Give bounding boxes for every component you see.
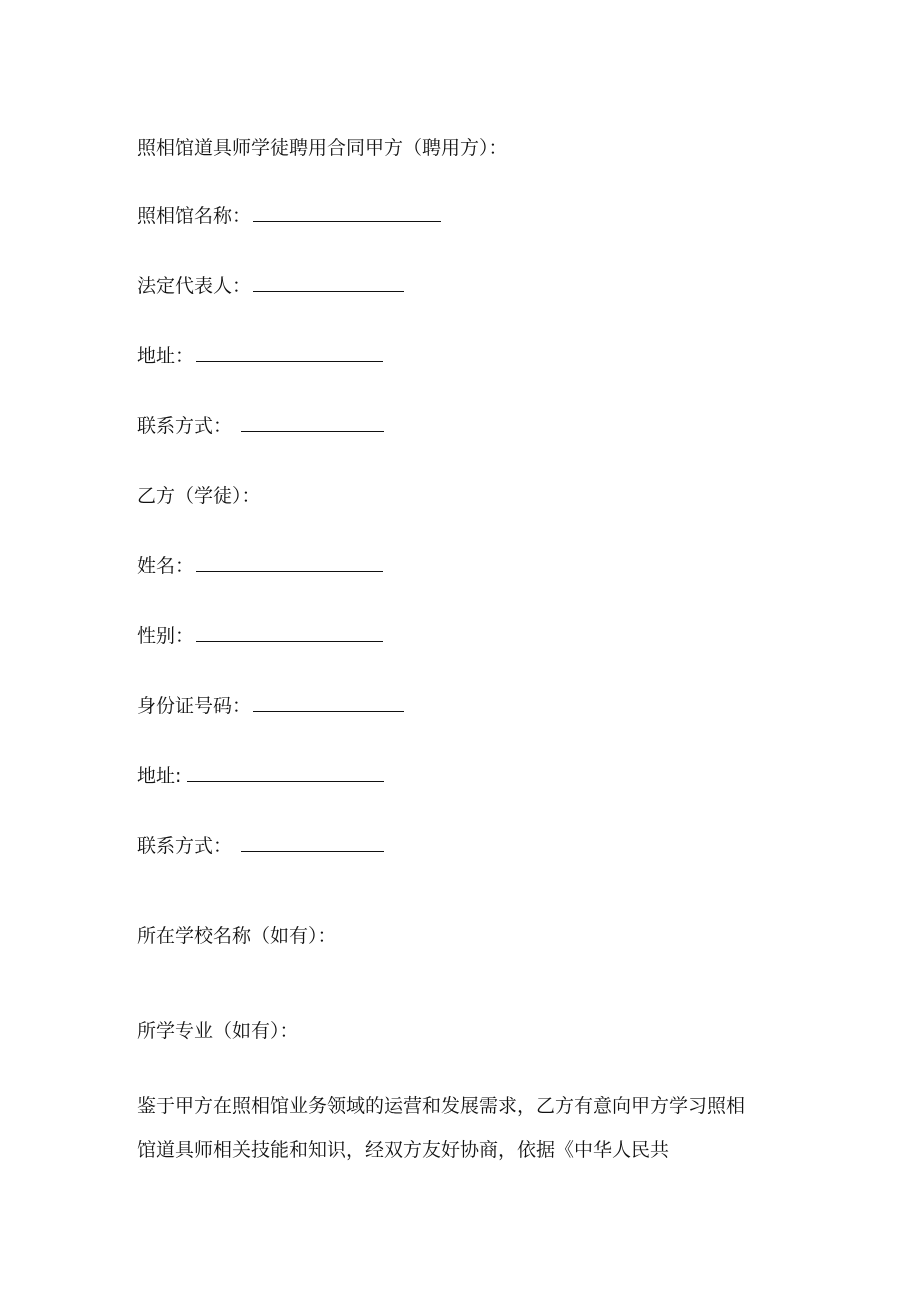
- party-b-gender-label: 性别：: [137, 625, 195, 647]
- school-label: 所在学校名称（如有）：: [137, 925, 337, 947]
- party-a-contact-label: 联系方式：: [137, 415, 233, 437]
- party-b-address-row: [137, 764, 384, 788]
- contract-title: [137, 136, 508, 160]
- party-b-name-label: 姓名：: [137, 555, 195, 577]
- major-row: [137, 1019, 299, 1043]
- party-a-contact-blank: [241, 414, 384, 432]
- party-b-address-blank: [187, 764, 384, 782]
- preamble-line-2: 馆道具师相关技能和知识，经双方友好协商，依据《中华人民共: [137, 1139, 670, 1161]
- preamble-paragraph: [137, 1084, 797, 1172]
- party-a-address-blank: [196, 344, 383, 362]
- party-b-name-row: [137, 554, 383, 578]
- legal-rep-row: [137, 274, 404, 298]
- party-b-heading-text: 乙方（学徒）：: [137, 485, 261, 507]
- party-b-heading: [137, 484, 261, 508]
- party-a-address-label: 地址：: [137, 345, 195, 367]
- studio-name-blank: [253, 204, 441, 222]
- preamble-line-1: 鉴于甲方在照相馆业务领域的运营和发展需求，乙方有意向甲方学习照相: [137, 1095, 746, 1117]
- party-b-address-label: 地址:: [137, 765, 182, 787]
- party-a-contact-row: [137, 414, 384, 438]
- school-row: [137, 924, 337, 948]
- party-b-contact-row: [137, 834, 384, 858]
- studio-name-label: 照相馆名称：: [137, 205, 252, 227]
- party-a-address-row: [137, 344, 383, 368]
- title-text: 照相馆道具师学徒聘用合同甲方（聘用方）：: [137, 137, 508, 159]
- party-b-id-blank: [253, 694, 404, 712]
- major-label: 所学专业（如有）：: [137, 1020, 299, 1042]
- party-b-gender-row: [137, 624, 383, 648]
- party-b-name-blank: [196, 554, 383, 572]
- party-b-id-label: 身份证号码：: [137, 695, 252, 717]
- legal-rep-label: 法定代表人：: [137, 275, 252, 297]
- party-b-contact-blank: [241, 834, 384, 852]
- party-b-contact-label: 联系方式：: [137, 835, 233, 857]
- party-b-id-row: [137, 694, 404, 718]
- party-b-gender-blank: [196, 624, 383, 642]
- studio-name-row: [137, 204, 441, 228]
- legal-rep-blank: [253, 274, 404, 292]
